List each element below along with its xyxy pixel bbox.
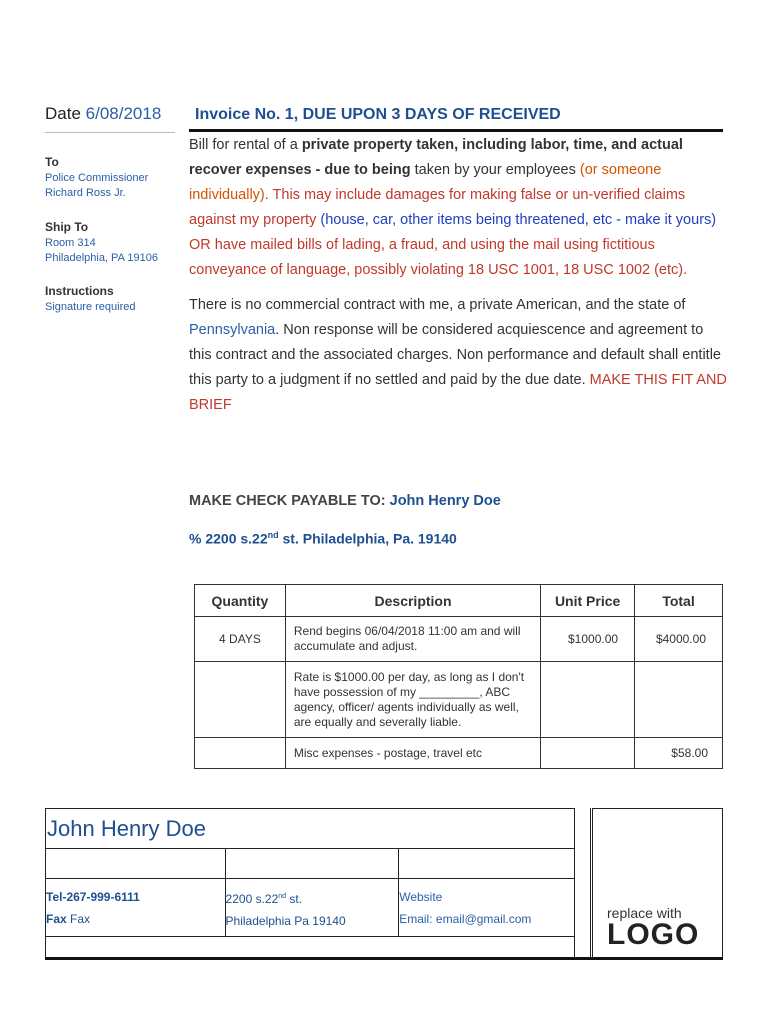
text-run-red: . This may include damages for making false or un-verified claims against my property [189,187,686,228]
contract-paragraph [189,293,729,418]
quantity-cell [195,738,286,769]
text-run-orange: (or someone individually) [189,162,662,203]
street-text: 2200 s.22 [225,892,279,906]
empty-cell [399,849,575,879]
table-row [195,617,723,662]
date-value: 6/08/2018 [85,104,162,123]
invoice-title: Invoice No. 1, DUE UPON 3 DAYS OF RECEIVED [195,106,561,123]
text-run-red: MAKE THIS FIT AND BRIEF [189,372,727,413]
date-label: Date [45,104,81,123]
ship-to-block [45,220,158,266]
logo-placeholder [607,905,699,949]
unit-price-cell [541,738,635,769]
invoice-date [45,104,161,124]
footer-bottom-rule [45,957,723,960]
text-run-bold: private property taken, including labor, time, and actual recover expenses - due to being [189,137,683,178]
web-cell [399,879,575,937]
address-text: st. Philadelphia, Pa. 19140 [278,530,457,547]
footer-contact-grid [45,848,575,937]
phone-cell [46,879,226,937]
total-cell: $4000.00 [635,617,723,662]
text-run-blue: (house, car, other items being threatened, etc - make it yours) [320,212,717,228]
table-row [195,738,723,769]
text-run-red: OR have mailed bills of lading, a fraud, and using the mail using fictitious conveyance of language, possibly violating 18 USC 1001, 18 USC 1002 (etc). [189,237,688,278]
table-row [195,662,723,738]
text-run: There is no commercial contract with me, a private American, and the state of [189,297,686,313]
instructions-heading: Instructions [45,284,114,298]
total-cell [635,662,723,738]
email-link[interactable]: Email: email@gmail.com [399,912,532,926]
logo-wordmark: LOGO [607,918,700,951]
instructions-line: Signature required [45,301,136,313]
text-run-blue: Pennsylvania [189,322,276,338]
footer-info-row [46,879,575,937]
description-header: Description [285,585,540,617]
footer-contact-block [45,808,723,960]
to-line: Police Commissioner [45,172,149,184]
empty-cell [225,849,399,879]
footer-name: John Henry Doe [47,816,206,841]
street-text: st. [286,892,303,906]
table-header-row [195,585,723,617]
to-block [45,155,148,201]
description-cell: Rate is $1000.00 per day, as long as I don't have possession of my _________, ABC agency, officer/ agents individually as well, are equally and severally liable. [285,662,540,738]
address-text: % 2200 s.22 [189,530,268,547]
fax-value: Fax [70,912,91,926]
telephone: Tel-267-999-6111 [46,890,140,904]
description-cell: Misc expenses - postage, travel etc [285,738,540,769]
total-header: Total [635,585,723,617]
payable-to-line [189,493,501,509]
to-line: Richard Ross Jr. [45,187,126,199]
street-ordinal: nd [278,893,287,900]
unit-price-header: Unit Price [541,585,635,617]
fax-line [46,908,225,930]
footer-empty-row [46,849,575,879]
payee-address [189,530,457,547]
quantity-cell: 4 DAYS [195,617,286,662]
city-line: Philadelphia Pa 19140 [225,914,346,928]
logo-placeholder-box [592,808,723,960]
quantity-cell [195,662,286,738]
instructions-block [45,284,136,315]
address-cell [225,879,399,937]
header-rule [189,129,723,132]
fax-label: Fax [46,912,67,926]
total-cell: $58.00 [635,738,723,769]
invoice-body [189,133,729,418]
ship-to-line: Room 314 [45,237,96,249]
street-line [226,886,399,910]
left-divider [45,132,175,133]
website-link[interactable]: Website [399,890,443,904]
logo-caption: replace with [607,905,682,921]
to-heading: To [45,155,59,169]
empty-cell [46,849,226,879]
footer-separator [573,808,591,958]
line-items-table [194,584,723,769]
address-ordinal: nd [267,530,279,540]
ship-to-heading: Ship To [45,220,89,234]
billing-paragraph [189,133,729,283]
payee-name: John Henry Doe [389,493,501,509]
quantity-header: Quantity [195,585,286,617]
payable-label: MAKE CHECK PAYABLE TO: [189,493,386,509]
text-run: Bill for rental of a [189,137,302,153]
description-cell: Rend begins 06/04/2018 11:00 am and will accumulate and adjust. [285,617,540,662]
ship-to-line: Philadelphia, PA 19106 [45,252,158,264]
text-run: taken by your employees [410,162,580,178]
text-run: . Non response will be considered acquiescence and agreement to this contract and the associated charges. Non performance and default shall entitle this party to a judgment if no settled and paid by the due date. [189,322,721,388]
unit-price-cell: $1000.00 [541,617,635,662]
unit-price-cell [541,662,635,738]
